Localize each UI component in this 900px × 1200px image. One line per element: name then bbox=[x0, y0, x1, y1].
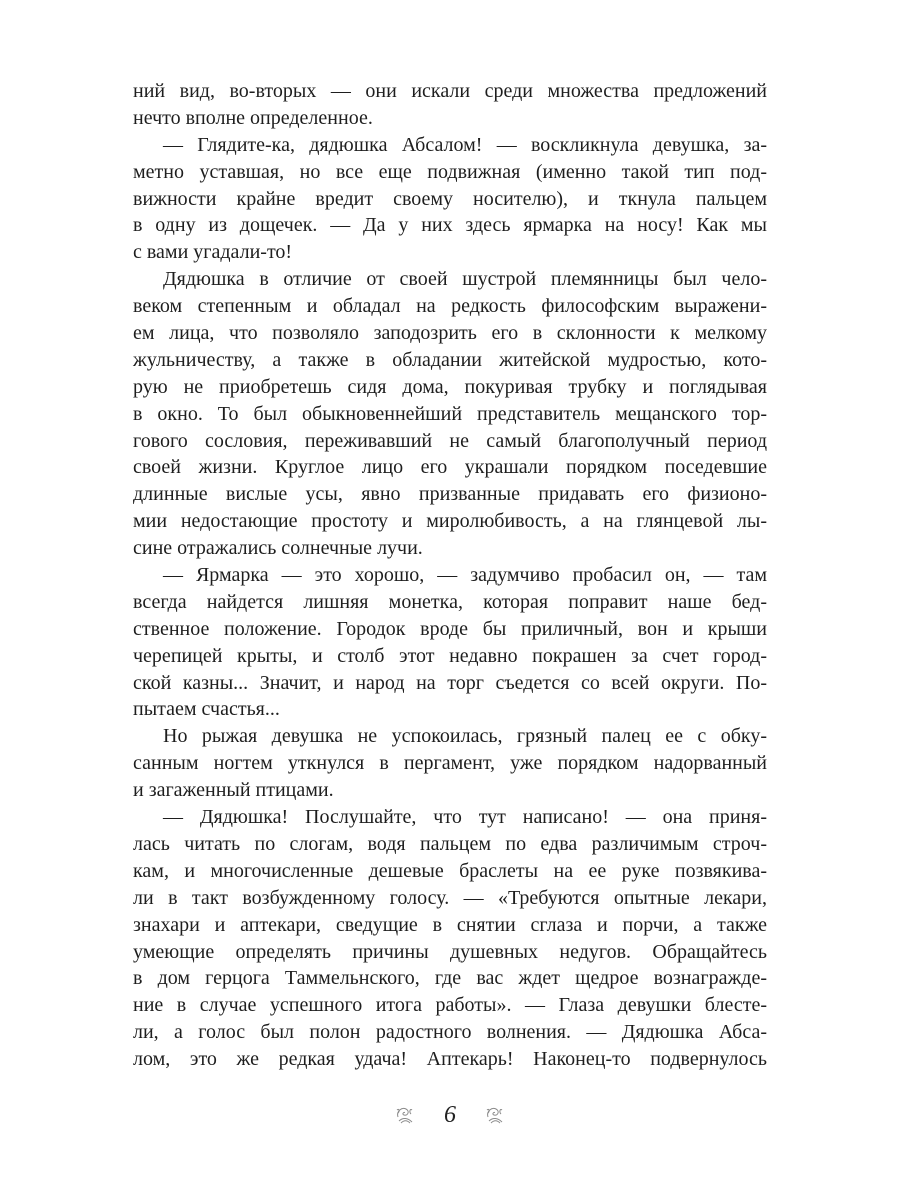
paragraph bbox=[133, 562, 767, 723]
text-line: гового сословия, переживавший не самый благополучный период bbox=[133, 429, 767, 452]
text-line: нечто вполне определенное. bbox=[133, 106, 373, 129]
paragraph bbox=[133, 132, 767, 266]
text-line: и загаженный птицами. bbox=[133, 779, 334, 802]
text-line: ственное положение. Городок вроде бы приличный, вон и крыши bbox=[133, 617, 767, 640]
text-line: ли, а голос был полон радостного волнения. — Дядюшка Абса- bbox=[133, 1021, 767, 1044]
text-line: в дом герцога Таммельнского, где вас ждет щедрое вознагражде- bbox=[133, 967, 767, 990]
text-line: веком степенным и обладал на редкость философским выражени- bbox=[133, 295, 767, 318]
text-line: лом, это же редкая удача! Аптекарь! Наконец-то подвернулось bbox=[133, 1048, 767, 1071]
text-line: кам, и многочисленные дешевые браслеты на ее руке позвякива- bbox=[133, 859, 767, 882]
text-line: метно уставшая, но все еще подвижная (именно такой тип под- bbox=[133, 160, 767, 183]
text-line: в одну из дощечек. — Да у них здесь ярмарка на носу! Как мы bbox=[133, 214, 767, 237]
text-line: своей жизни. Круглое лицо его украшали порядком поседевшие bbox=[133, 456, 767, 479]
text-line: ний вид, во-вторых — они искали среди множества предложений bbox=[133, 80, 767, 102]
right-ornament-icon bbox=[484, 1105, 506, 1125]
text-line: в окно. То был обыкновеннейший представитель мещанского тор- bbox=[133, 402, 767, 425]
page-footer bbox=[0, 1098, 900, 1132]
text-line: лась читать по слогам, водя пальцем по едва различимым строч- bbox=[133, 832, 767, 855]
text-line: черепицей крыты, и столб этот недавно покрашен за счет город- bbox=[133, 644, 767, 667]
text-line: ской казны... Значит, и народ на торг съедется со всей округи. По- bbox=[133, 671, 767, 694]
text-line: длинные вислые усы, явно призванные придавать его физионо- bbox=[133, 483, 767, 506]
text-line: с вами угадали-то! bbox=[133, 241, 293, 264]
text-line: Но рыжая девушка не успокоилась, грязный палец ее с обку- bbox=[163, 725, 767, 748]
text-line: Дядюшка в отличие от своей шустрой племянницы был чело- bbox=[163, 268, 767, 291]
text-line: вижности крайне вредит своему носителю), и ткнула пальцем bbox=[133, 187, 767, 210]
text-line: всегда найдется лишняя монетка, которая поправит наше бед- bbox=[133, 590, 767, 613]
text-line: знахари и аптекари, сведущие в снятии сглаза и порчи, а также bbox=[133, 913, 767, 936]
text-line: сине отражались солнечные лучи. bbox=[133, 537, 423, 560]
paragraph bbox=[133, 723, 767, 804]
text-line: ли в такт возбужденному голосу. — «Требуются опытные лекари, bbox=[133, 886, 767, 909]
text-line: ем лица, что позволяло заподозрить его в склонности к мелкому bbox=[133, 322, 767, 345]
paragraph bbox=[133, 804, 767, 1073]
text-line: мии недостающие простоту и миролюбивость, а на глянцевой лы- bbox=[133, 510, 767, 533]
paragraph bbox=[133, 266, 767, 562]
text-line: жульничеству, а также в обладании житейской мудростью, кото- bbox=[133, 348, 767, 371]
page-number: 6 bbox=[444, 1101, 456, 1128]
text-line: ние в случае успешного итога работы». — Глаза девушки блесте- bbox=[133, 994, 767, 1017]
text-line: санным ногтем уткнулся в пергамент, уже порядком надорванный bbox=[133, 752, 767, 775]
text-line: рую не приобретешь сидя дома, покуривая трубку и поглядывая bbox=[133, 375, 767, 398]
left-ornament-icon bbox=[394, 1105, 416, 1125]
text-line: пытаем счастья... bbox=[133, 698, 280, 721]
text-line: — Дядюшка! Послушайте, что тут написано! — она приня- bbox=[163, 806, 767, 829]
text-line: — Глядите-ка, дядюшка Абсалом! — воскликнула девушка, за- bbox=[163, 133, 767, 156]
paragraph bbox=[133, 78, 767, 132]
text-line: — Ярмарка — это хорошо, — задумчиво пробасил он, — там bbox=[163, 564, 767, 587]
body-text bbox=[133, 78, 767, 1073]
text-line: умеющие определять причины душевных недугов. Обращайтесь bbox=[133, 940, 767, 963]
